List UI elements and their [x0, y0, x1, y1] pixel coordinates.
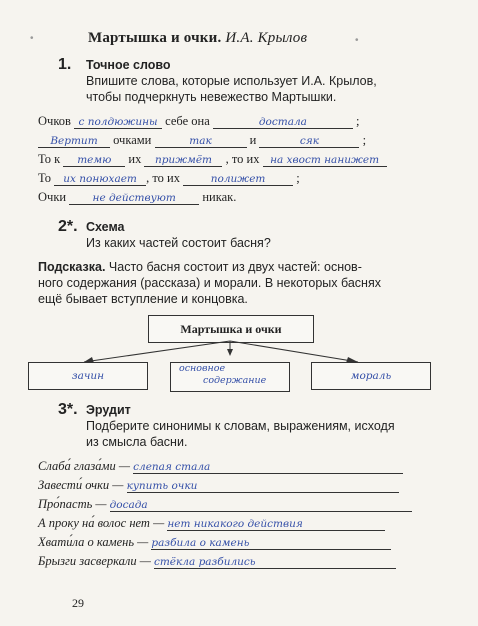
handwritten-answer: стёкла разбились — [153, 556, 256, 568]
diagram-box-right — [311, 362, 431, 390]
exercise-1-row-5 — [38, 189, 236, 205]
answer-blank[interactable] — [74, 114, 162, 129]
row-text: очками — [113, 133, 152, 147]
page-number: 29 — [72, 596, 84, 610]
handwritten-answer: так — [189, 135, 212, 147]
answer-blank[interactable] — [63, 152, 125, 167]
handwritten-answer: зачин — [71, 370, 105, 382]
section-3-number: 3*. — [58, 401, 78, 418]
exercise-3-row-4 — [38, 515, 385, 531]
handwritten-answer: слепая стала — [133, 461, 211, 473]
row-text: , то их — [146, 171, 180, 185]
answer-blank[interactable] — [155, 133, 247, 148]
section-3-text-2: из смысла басни. — [86, 435, 188, 449]
row-prompt: Слаба́ глаза́ми — — [38, 459, 131, 473]
exercise-3-row-5 — [38, 534, 391, 550]
handwritten-answer: достала — [258, 116, 307, 128]
exercise-1-row-3 — [38, 151, 387, 167]
row-text: ; — [296, 171, 300, 185]
answer-blank[interactable] — [133, 459, 403, 474]
row-text: их — [128, 152, 142, 166]
handwritten-answer: досада — [109, 499, 148, 511]
connector-line — [84, 341, 230, 362]
handwritten-answer: с полдюжины — [78, 116, 158, 128]
row-text: ; — [362, 133, 367, 147]
answer-blank[interactable] — [263, 152, 387, 167]
handwritten-answer: нет никакого действия — [167, 518, 303, 530]
section-1-text-1: Впишите слова, которые использует И.А. Крылов, — [86, 74, 377, 88]
handwritten-answer: темю — [77, 154, 112, 166]
answer-blank[interactable] — [259, 133, 359, 148]
answer-blank[interactable] — [110, 497, 412, 512]
arrow-head — [227, 349, 233, 356]
exercise-3-row-3 — [38, 496, 412, 512]
handwritten-answer: их понюхает — [63, 173, 137, 185]
hint-line-3: ещё бывает вступление и концовка. — [38, 292, 248, 306]
exercise-3-row-1 — [38, 458, 403, 474]
diagram-box-middle — [170, 362, 290, 392]
title-text: Мартышка и очки. — [88, 30, 222, 46]
margin-mark-left: • — [30, 33, 34, 44]
hint-paragraph — [38, 259, 438, 307]
answer-blank[interactable] — [213, 114, 353, 129]
handwritten-answer: мораль — [350, 370, 392, 382]
row-prompt: Завести́ очки — — [38, 478, 124, 492]
exercise-3-row-2 — [38, 477, 399, 493]
section-1-heading: Точное слово — [86, 58, 171, 72]
diagram-box-left — [28, 362, 148, 390]
title-author: И.А. Крылов — [225, 30, 308, 46]
section-3-heading: Эрудит — [86, 403, 131, 417]
section-2-number: 2*. — [58, 218, 78, 235]
row-text: никак. — [202, 190, 237, 204]
handwritten-answer: полижет — [210, 173, 266, 185]
answer-blank[interactable] — [183, 171, 293, 186]
exercise-1-row-2 — [38, 132, 366, 148]
answer-blank[interactable] — [154, 554, 396, 569]
exercise-3-row-6 — [38, 553, 396, 569]
answer-blank[interactable] — [69, 190, 199, 205]
answer-blank[interactable] — [54, 171, 146, 186]
handwritten-answer: разбила о камень — [151, 537, 250, 549]
page-title — [88, 30, 307, 47]
margin-mark-right: • — [355, 35, 359, 46]
answer-blank[interactable] — [127, 478, 399, 493]
handwritten-answer: на хвост нанижет — [270, 154, 380, 166]
row-text: Очков — [38, 114, 71, 128]
answer-blank[interactable] — [144, 152, 222, 167]
row-text: ; — [356, 114, 360, 128]
row-text: себе она — [165, 114, 210, 128]
section-2-heading: Схема — [86, 220, 125, 234]
handwritten-answer: прижмёт — [154, 154, 213, 166]
handwritten-answer: содержание — [203, 375, 267, 386]
diagram-title: Мартышка и очки — [180, 322, 282, 336]
row-text: То — [38, 171, 51, 185]
row-prompt: Про́пасть — — [38, 497, 107, 511]
section-2-question: Из каких частей состоит басня? — [86, 236, 271, 250]
handwritten-answer: купить очки — [126, 480, 198, 492]
row-prompt: Брызги засверкали — — [38, 554, 151, 568]
row-prompt: Хвати́ла о камень — — [38, 535, 149, 549]
exercise-1-row-1 — [38, 113, 360, 129]
row-text: Очки — [38, 190, 67, 204]
answer-blank[interactable] — [38, 133, 110, 148]
section-1-text-2: чтобы подчеркнуть невежество Мартышки. — [86, 90, 337, 104]
row-text: и — [249, 133, 257, 147]
handwritten-answer: сяк — [299, 135, 319, 147]
handwritten-answer: Вертит — [50, 135, 98, 147]
section-1-number: 1. — [58, 56, 72, 73]
handwritten-answer: не действуют — [92, 192, 176, 204]
row-text: То к — [38, 152, 61, 166]
diagram-title-box — [148, 315, 314, 343]
hint-line-2: ного содержания (рассказа) и морали. В некоторых баснях — [38, 276, 381, 290]
handwritten-answer: основное — [179, 363, 226, 374]
row-text: , то их — [225, 152, 260, 166]
exercise-1-row-4 — [38, 170, 300, 186]
answer-blank[interactable] — [167, 516, 385, 531]
hint-line-1 — [38, 259, 438, 275]
connector-line — [230, 341, 358, 362]
row-prompt: А проку на́ волос нет — — [38, 516, 165, 530]
hint-text-1: Часто басня состоит из двух частей: основ- — [108, 260, 362, 274]
hint-label: Подсказка. — [38, 260, 106, 274]
answer-blank[interactable] — [151, 535, 391, 550]
section-3-text-1: Подберите синонимы к словам, выражениям, исходя — [86, 419, 395, 433]
